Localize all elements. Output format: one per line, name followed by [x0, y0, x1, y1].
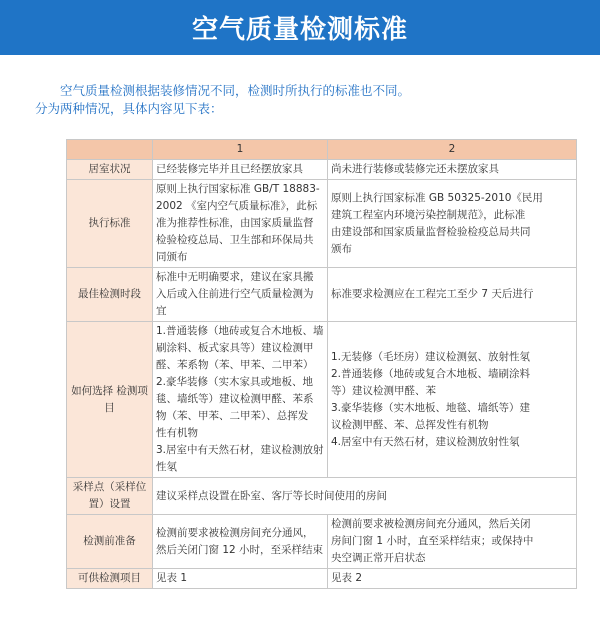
cell-line: 建筑工程室内环境污染控制规范》，此标准 [331, 208, 526, 221]
row-cell-col1 [153, 322, 328, 478]
cell-line: 颁布 [331, 242, 352, 255]
row-label: 最佳检测时段 [67, 268, 153, 322]
cell-line: 性有机物 [156, 427, 198, 439]
table-header-row [67, 140, 577, 160]
cell-line: 3.居室中有天然石材，建议检测放射 [156, 444, 324, 456]
cell-line: 由建设部和国家质量监督检验检疫总局共同 [331, 225, 531, 238]
header-col-1: 1 [153, 140, 328, 160]
row-cell-col1 [153, 160, 328, 180]
cell-line: 检测前要求被检测房间充分通风， [156, 526, 314, 539]
row-cell-col1 [153, 268, 328, 322]
cell-line: 尚未进行装修或装修完还未摆放家具 [331, 163, 499, 175]
row-label: 如何选择 检测项目 [67, 322, 153, 478]
row-label: 执行标准 [67, 180, 153, 268]
row-cell-col2 [328, 322, 577, 478]
table-row [67, 478, 577, 515]
table-row [67, 322, 577, 478]
cell-line: 已经装修完毕并且已经摆放家具 [156, 163, 303, 175]
cell-line: 房间门窗 1 小时，直至采样结束；或保持中 [331, 535, 534, 547]
row-label: 检测前准备 [67, 515, 153, 569]
cell-line: 1.无装修（毛坯房）建议检测氨、放射性氡 [331, 350, 531, 363]
cell-line: 然后关闭门窗 12 小时，至采样结束 [156, 543, 324, 556]
cell-line: 标准要求检测应在工程完工至少 7 天后进行 [331, 288, 534, 300]
row-cell-col2 [328, 180, 577, 268]
cell-line: 毯、墙纸等）建议检测甲醛、苯系 [156, 393, 314, 405]
cell-line: 4.居室中有天然石材，建议检测放射性氡 [331, 435, 520, 448]
row-cell-col2 [328, 268, 577, 322]
cell-line: 2002 《室内空气质量标准》，此标 [156, 200, 318, 212]
table-row [67, 268, 577, 322]
cell-line: 央空调正常开启状态 [331, 552, 426, 564]
cell-line: 入后或入住前进行空气质量检测为 [156, 288, 314, 300]
cell-line: 刷涂料、板式家具等）建议检测甲 [156, 342, 314, 354]
page-title: 空气质量检测标准 [191, 15, 408, 45]
row-cell-col1 [153, 515, 328, 569]
cell-line: 2.豪华装修（实木家具或地板、地 [156, 376, 314, 388]
row-label: 采样点（采样位置）设置 [67, 478, 153, 515]
title-banner [0, 0, 600, 55]
cell-line: 原则上执行国家标准 GB/T 18883- [156, 183, 320, 195]
header-col-2: 2 [328, 140, 577, 160]
row-label: 居室状况 [67, 160, 153, 180]
cell-line: 见表 1 [156, 572, 188, 584]
standards-table [66, 139, 577, 589]
cell-line: 1.普通装修（地砖或复合木地板、墙 [156, 325, 324, 337]
intro-text [35, 82, 575, 118]
cell-line: 原则上执行国家标准 GB 50325-2010《民用 [331, 191, 543, 204]
cell-line: 等）建议检测甲醛、苯 [331, 384, 436, 397]
row-cell-col1 [153, 569, 328, 589]
cell-line: 见表 2 [331, 572, 363, 584]
cell-line: 性氡 [156, 461, 177, 473]
row-cell-col2 [328, 569, 577, 589]
header-blank [67, 140, 153, 160]
intro-line-2: 分为两种情况，具体内容见下表： [35, 101, 223, 116]
table-row [67, 160, 577, 180]
row-label: 可供检测项目 [67, 569, 153, 589]
table-row [67, 180, 577, 268]
cell-line: 议检测甲醛、苯、总挥发性有机物 [331, 418, 489, 431]
cell-line: 3.豪华装修（实木地板、地毯、墙纸等）建 [331, 401, 531, 414]
row-cell-col2 [328, 515, 577, 569]
cell-line: 2.普通装修（地砖或复合木地板、墙刷涂料 [331, 367, 531, 380]
cell-line: 醛、苯系物（苯、甲苯、二甲苯） [156, 359, 314, 371]
cell-line: 检验检疫总局、卫生部和环保局共 [156, 234, 314, 246]
cell-line: 物（苯、甲苯、二甲苯）、总挥发 [156, 410, 309, 422]
cell-line: 同颁布 [156, 251, 188, 263]
cell-line: 宜 [156, 305, 167, 317]
table-row [67, 515, 577, 569]
row-cell-col2 [328, 160, 577, 180]
intro-line-1: 空气质量检测根据装修情况不同，检测时所执行的标准也不同。 [60, 83, 411, 98]
cell-line: 准为推荐性标准，由国家质量监督 [156, 217, 314, 229]
row-cell-col1 [153, 180, 328, 268]
row-cell-merged: 建议采样点设置在卧室、客厅等长时间使用的房间 [153, 478, 577, 515]
cell-line: 标准中无明确要求，建议在家具搬 [156, 271, 314, 283]
cell-line: 检测前要求被检测房间充分通风，然后关闭 [331, 518, 531, 530]
table-row [67, 569, 577, 589]
